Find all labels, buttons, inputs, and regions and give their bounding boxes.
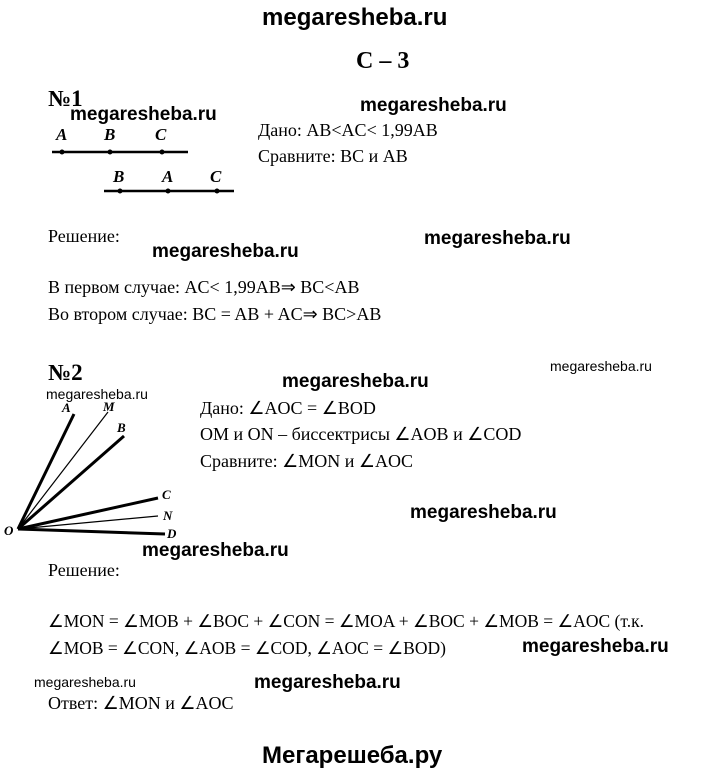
watermark: megaresheba.ru	[142, 540, 289, 561]
problem2-number: №2	[48, 360, 83, 385]
problem1-figure	[40, 118, 250, 198]
problem2-bisectors: OM и ON – биссектрисы ∠AOB и ∠COD	[200, 424, 522, 444]
section-title: С – 3	[356, 48, 410, 74]
ray-label: D	[167, 526, 177, 541]
ray-on	[18, 516, 158, 529]
problem2-figure	[0, 398, 200, 548]
problem2-given: Дано: ∠AOC = ∠BOD	[200, 398, 376, 418]
ray-label: B	[117, 420, 126, 435]
ray-label: O	[4, 523, 14, 538]
point-label: B	[104, 125, 116, 144]
problem2-solution-line2: ∠MOB = ∠CON, ∠AOB = ∠COD, ∠AOC = ∠BOD)	[48, 638, 446, 658]
watermark: megaresheba.ru	[360, 95, 507, 116]
ray-od	[18, 529, 165, 534]
ray-label: M	[103, 399, 115, 414]
watermark: megaresheba.ru	[70, 104, 217, 125]
watermark: megaresheba.ru	[254, 672, 401, 693]
problem1-compare: Сравните: BC и AB	[258, 146, 408, 166]
problem1-given: Дано: AB<AC< 1,99AB	[258, 120, 438, 140]
point-a	[166, 189, 171, 194]
site-name-footer: Мегарешеба.ру	[262, 742, 443, 769]
ray-label: A	[62, 400, 71, 415]
problem1-case2: Во втором случае: BC = AB + AC⇒ BC>AB	[48, 304, 382, 324]
watermark: megaresheba.ru	[550, 358, 652, 374]
watermark: megaresheba.ru	[410, 502, 557, 523]
problem2-solution-label: Решение:	[48, 560, 120, 580]
problem2-solution-line1: ∠MON = ∠MOB + ∠BOC + ∠CON = ∠MOA + ∠BOC + ∠MOB = ∠AOC (т.к.	[48, 611, 644, 631]
watermark: megaresheba.ru	[522, 636, 669, 657]
problem2-answer: Ответ: ∠MON и ∠AOC	[48, 693, 234, 713]
watermark: megaresheba.ru	[34, 674, 136, 690]
watermark: megaresheba.ru	[152, 241, 299, 262]
problem1-solution-label: Решение:	[48, 226, 120, 246]
point-b	[118, 189, 123, 194]
problem2-compare: Сравните: ∠MON и ∠AOC	[200, 451, 414, 471]
point-label: A	[162, 167, 174, 186]
problem1-case1: В первом случае: AC< 1,99AB⇒ BC<AB	[48, 277, 360, 297]
ray-ob	[18, 436, 124, 529]
ray-label: N	[163, 508, 173, 523]
problem1-number: №1	[48, 86, 83, 111]
point-label: A	[56, 125, 68, 144]
point-c	[160, 150, 165, 155]
point-label: C	[155, 125, 167, 144]
point-label: C	[210, 167, 222, 186]
ray-oa	[18, 414, 74, 529]
point-c	[215, 189, 220, 194]
watermark: megaresheba.ru	[424, 228, 571, 249]
site-watermark-header: megaresheba.ru	[262, 4, 448, 31]
point-b	[108, 150, 113, 155]
point-label: B	[113, 167, 125, 186]
ray-label: C	[162, 487, 171, 502]
watermark: megaresheba.ru	[282, 371, 429, 392]
point-a	[60, 150, 65, 155]
watermark: megaresheba.ru	[46, 386, 148, 402]
